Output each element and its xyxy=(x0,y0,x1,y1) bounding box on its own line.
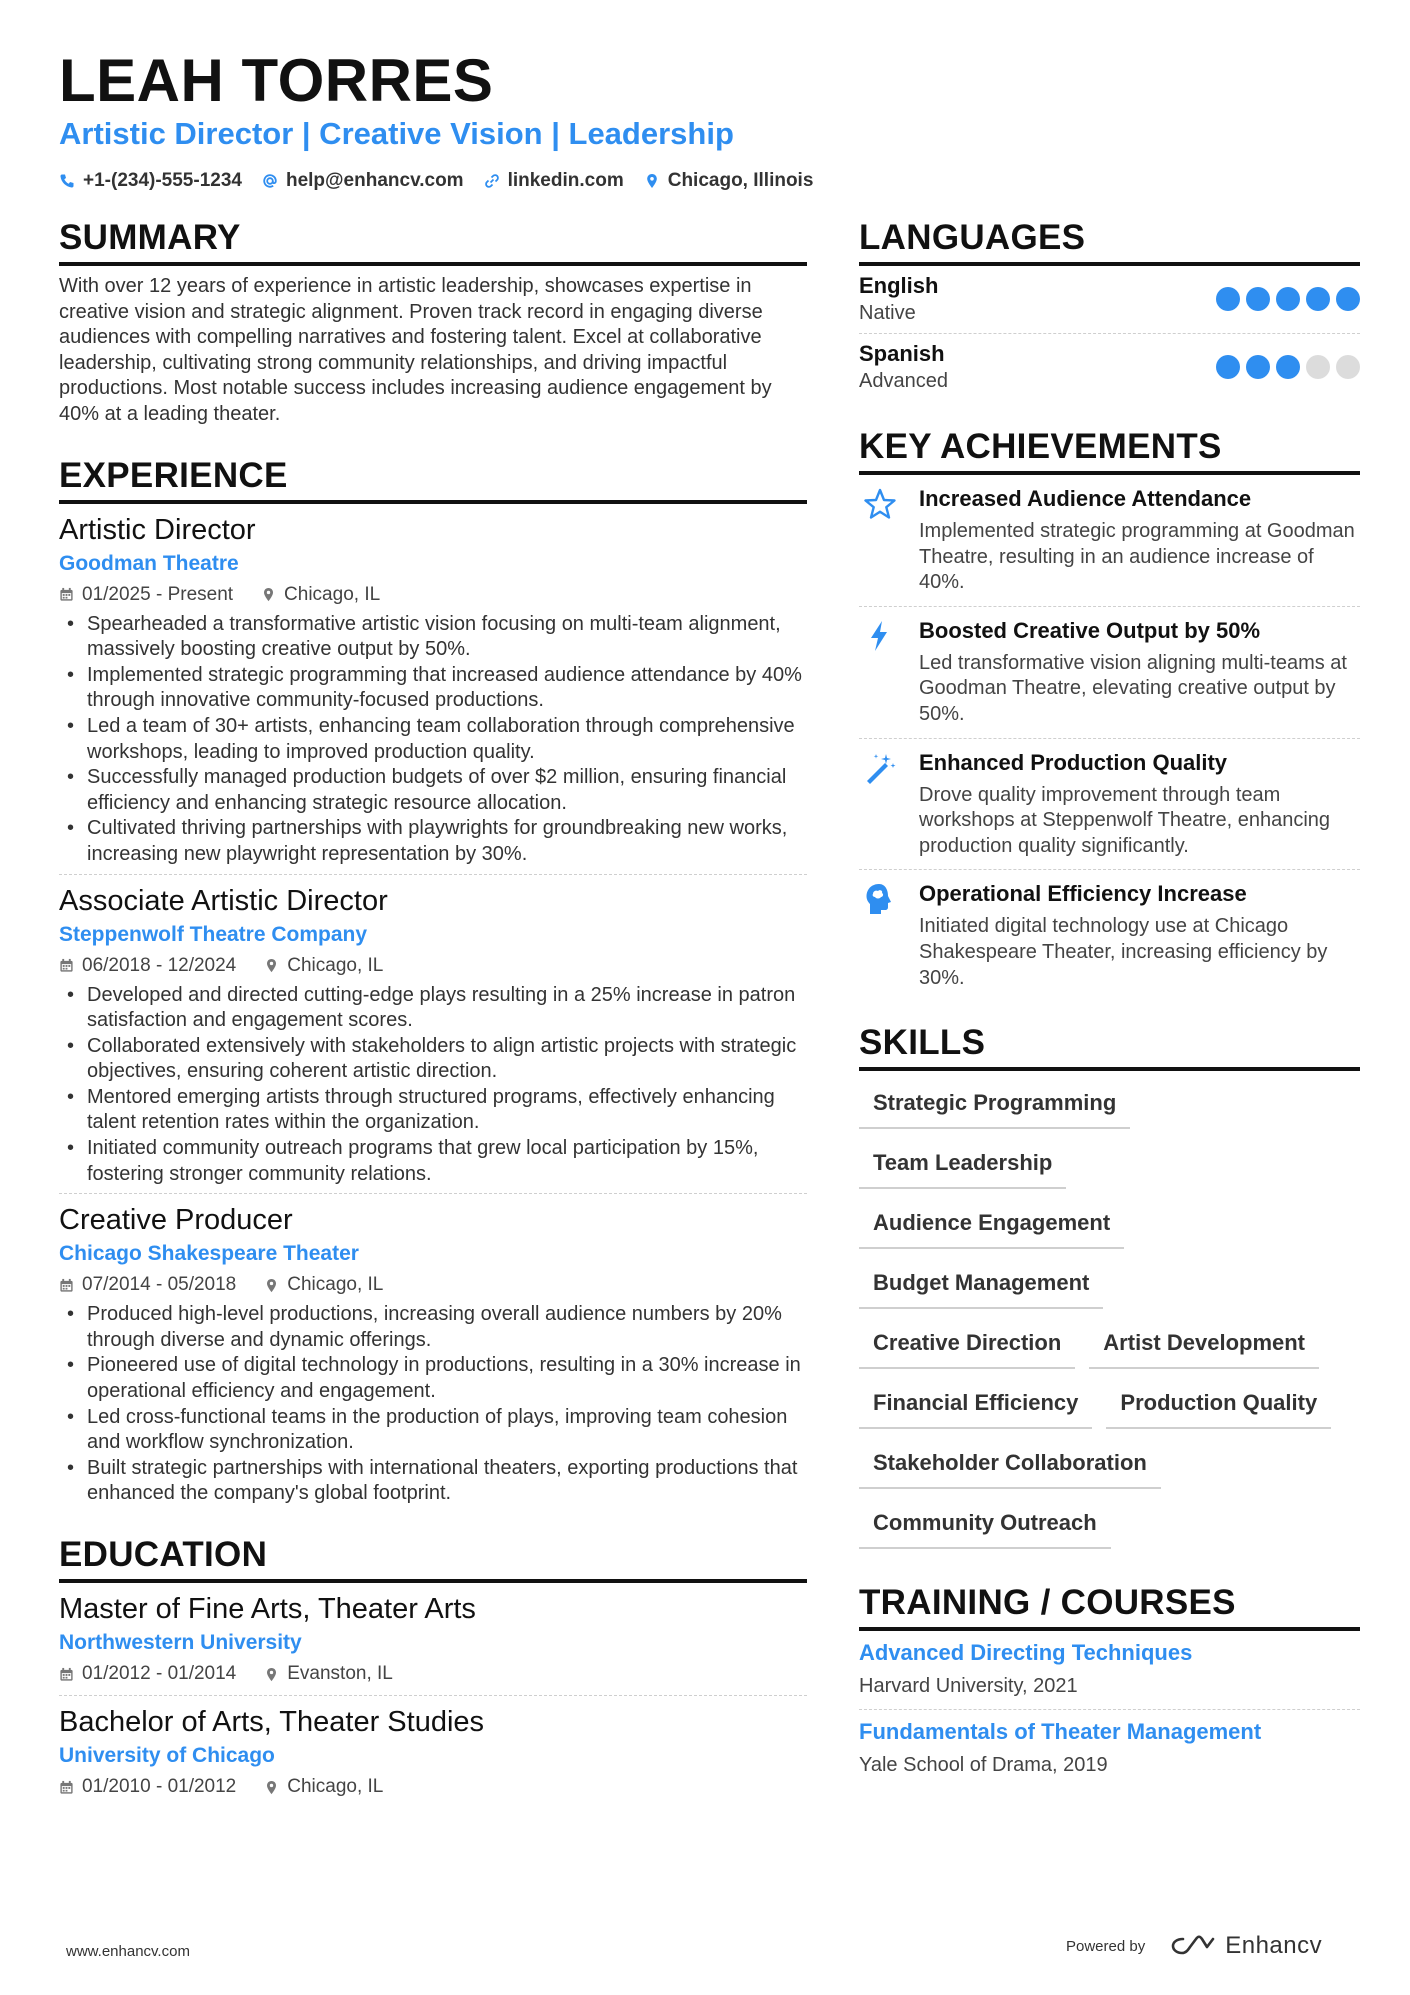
tagline: Artistic Director | Creative Vision | Leadership xyxy=(59,116,734,151)
contact-location xyxy=(644,170,814,192)
education-dates xyxy=(59,1776,236,1798)
job-location xyxy=(261,584,380,606)
languages-heading: LANGUAGES xyxy=(859,218,1360,266)
course-item xyxy=(859,1631,1360,1709)
bullet-item: • Mentored emerging artists through structured programs, effectively enhancing talent retention rates within the organization. xyxy=(59,1085,807,1136)
skill-tag: Strategic Programming xyxy=(859,1081,1130,1129)
company-name[interactable]: Steppenwolf Theatre Company xyxy=(59,922,368,946)
language-name: Spanish xyxy=(859,341,945,366)
bullet-item: • Developed and directed cutting-edge plays resulting in a 25% increase in patron satisfaction and engagement scores. xyxy=(59,983,807,1034)
job-dates xyxy=(59,955,236,977)
skills-heading: SKILLS xyxy=(859,1023,1360,1071)
experience-entry xyxy=(59,1193,807,1513)
achievement-item xyxy=(859,869,1360,1001)
calendar-icon xyxy=(59,1278,74,1293)
course-item xyxy=(859,1709,1360,1788)
calendar-icon xyxy=(59,587,74,602)
contact-phone[interactable] xyxy=(59,170,242,192)
education-dates xyxy=(59,1663,236,1685)
rating-dot-filled xyxy=(1216,287,1240,311)
language-row xyxy=(859,266,1360,333)
bullet-item: • Cultivated thriving partnerships with playwrights for groundbreaking new works, increasing new playwright representation by 30%. xyxy=(59,816,807,867)
bullet-item: • Initiated community outreach programs that grew local participation by 15%, fostering stronger community relations. xyxy=(59,1136,807,1187)
skill-tag: Community Outreach xyxy=(859,1501,1111,1549)
footer-branding xyxy=(1066,1932,1322,1960)
location-icon xyxy=(261,587,276,602)
education-heading: EDUCATION xyxy=(59,1535,807,1583)
location-icon xyxy=(264,958,279,973)
education-meta xyxy=(59,1776,807,1798)
achievement-desc: Implemented strategic programming at Goodman Theatre, resulting in an audience increase of 40%. xyxy=(919,520,1355,594)
contact-linkedin[interactable] xyxy=(484,170,624,192)
rating-dot-filled xyxy=(1246,287,1270,311)
magic-wand-icon xyxy=(863,751,897,785)
job-meta xyxy=(59,584,807,606)
skill-tag: Team Leadership xyxy=(859,1141,1066,1189)
school-name[interactable]: University of Chicago xyxy=(59,1744,275,1767)
job-location xyxy=(264,955,383,977)
summary-section xyxy=(59,218,807,428)
left-column xyxy=(59,218,807,1808)
summary-heading: SUMMARY xyxy=(59,218,807,266)
school-name[interactable]: Northwestern University xyxy=(59,1631,302,1654)
bullet-item: • Implemented strategic programming that increased audience attendance by 40% through innovative community-focused productions. xyxy=(59,663,807,714)
bullet-item: • Produced high-level productions, increasing overall audience numbers by 20% through diverse and dynamic offerings. xyxy=(59,1302,807,1353)
skill-tag: Stakeholder Collaboration xyxy=(859,1441,1161,1489)
contact-email-text: help@enhancv.com xyxy=(285,170,464,191)
job-title: Associate Artistic Director xyxy=(59,884,388,917)
job-bullets xyxy=(59,1302,807,1507)
job-title: Creative Producer xyxy=(59,1204,293,1237)
training-section xyxy=(859,1583,1360,1788)
education-location-text: Evanston, IL xyxy=(287,1663,393,1684)
job-dates-text: 06/2018 - 12/2024 xyxy=(82,954,237,976)
degree-title: Master of Fine Arts, Theater Arts xyxy=(59,1593,476,1625)
phone-icon xyxy=(59,173,75,189)
education-location xyxy=(264,1776,383,1798)
contact-linkedin-text: linkedin.com xyxy=(507,170,624,191)
rating-dot-empty xyxy=(1336,355,1360,379)
lightning-icon xyxy=(863,619,897,653)
head-brain-icon xyxy=(863,882,897,916)
education-section xyxy=(59,1535,807,1808)
brand-logo[interactable] xyxy=(1169,1932,1322,1960)
candidate-name: LEAH TORRES xyxy=(59,47,494,114)
skill-tag: Budget Management xyxy=(859,1261,1103,1309)
education-location-text: Chicago, IL xyxy=(287,1776,384,1797)
company-name[interactable]: Goodman Theatre xyxy=(59,551,239,575)
enhancv-logo-icon xyxy=(1169,1933,1217,1959)
calendar-icon xyxy=(59,958,74,973)
bullet-item: • Led a team of 30+ artists, enhancing team collaboration through comprehensive workshops, leading to improved production quality. xyxy=(59,714,807,765)
calendar-icon xyxy=(59,1667,74,1682)
location-icon xyxy=(644,173,660,189)
education-location xyxy=(264,1663,393,1685)
course-title[interactable]: Advanced Directing Techniques xyxy=(859,1640,1193,1666)
training-heading: TRAINING / COURSES xyxy=(859,1583,1360,1631)
job-dates xyxy=(59,584,233,606)
achievement-item xyxy=(859,606,1360,738)
education-entry xyxy=(59,1583,807,1695)
education-entry xyxy=(59,1695,807,1808)
language-rating xyxy=(1216,287,1360,311)
job-meta xyxy=(59,955,807,977)
achievements-section xyxy=(859,427,1360,1001)
language-level: Advanced xyxy=(859,370,948,392)
achievement-item xyxy=(859,738,1360,870)
bullet-item: • Led cross-functional teams in the production of plays, improving team cohesion and workflow synchronization. xyxy=(59,1405,807,1456)
brand-name: Enhancv xyxy=(1225,1932,1323,1959)
achievement-item xyxy=(859,475,1360,606)
language-row xyxy=(859,333,1360,401)
education-dates-text: 01/2010 - 01/2012 xyxy=(82,1776,237,1797)
bullet-item: • Pioneered use of digital technology in productions, resulting in a 30% increase in operational efficiency and engagement. xyxy=(59,1353,807,1404)
language-level: Native xyxy=(859,302,916,324)
powered-by-label: Powered by xyxy=(1066,1937,1146,1955)
location-icon xyxy=(264,1278,279,1293)
job-location-text: Chicago, IL xyxy=(284,583,381,605)
skill-tag: Creative Direction xyxy=(859,1321,1075,1369)
rating-dot-filled xyxy=(1276,355,1300,379)
contact-bar xyxy=(59,170,813,192)
achievement-desc: Led transformative vision aligning multi-teams at Goodman Theatre, elevating creative output by 50%. xyxy=(919,651,1347,725)
course-title[interactable]: Fundamentals of Theater Management xyxy=(859,1719,1262,1745)
achievement-desc: Initiated digital technology use at Chicago Shakespeare Theater, increasing efficiency by 30%. xyxy=(919,915,1328,989)
job-bullets xyxy=(59,612,807,868)
course-provider: Yale School of Drama, 2019 xyxy=(859,1754,1108,1777)
job-bullets xyxy=(59,983,807,1188)
contact-location-text: Chicago, Illinois xyxy=(667,170,814,191)
job-location-text: Chicago, IL xyxy=(287,954,384,976)
rating-dot-empty xyxy=(1306,355,1330,379)
rating-dot-filled xyxy=(1336,287,1360,311)
contact-email[interactable] xyxy=(262,170,464,192)
contact-phone-text: +1-(234)-555-1234 xyxy=(83,170,242,191)
education-dates-text: 01/2012 - 01/2014 xyxy=(82,1663,237,1684)
achievement-title: Enhanced Production Quality xyxy=(919,749,1228,775)
achievement-title: Increased Audience Attendance xyxy=(919,486,1252,511)
job-dates-text: 01/2025 - Present xyxy=(82,583,234,605)
bullet-item: • Collaborated extensively with stakeholders to align artistic projects with strategic objectives, ensuring coherent artistic direction. xyxy=(59,1034,807,1085)
experience-heading: EXPERIENCE xyxy=(59,456,807,504)
company-name[interactable]: Chicago Shakespeare Theater xyxy=(59,1242,359,1266)
job-dates-text: 07/2014 - 05/2018 xyxy=(82,1274,237,1296)
achievement-title: Boosted Creative Output by 50% xyxy=(919,617,1261,643)
skills-list xyxy=(859,1071,1360,1561)
education-meta xyxy=(59,1663,807,1685)
skill-tag: Artist Development xyxy=(1089,1321,1319,1369)
rating-dot-filled xyxy=(1306,287,1330,311)
skill-tag: Production Quality xyxy=(1106,1381,1331,1429)
achievements-heading: KEY ACHIEVEMENTS xyxy=(859,427,1360,475)
degree-title: Bachelor of Arts, Theater Studies xyxy=(59,1706,485,1738)
bullet-item: • Built strategic partnerships with international theaters, exporting productions that enhanced the company's global footprint. xyxy=(59,1456,807,1507)
experience-section xyxy=(59,456,807,1513)
location-icon xyxy=(264,1667,279,1682)
rating-dot-filled xyxy=(1216,355,1240,379)
achievement-desc: Drove quality improvement through team workshops at Steppenwolf Theatre, enhancing production quality significantly. xyxy=(919,783,1331,857)
language-name: English xyxy=(859,273,939,298)
job-location-text: Chicago, IL xyxy=(287,1274,384,1296)
link-icon xyxy=(484,173,500,189)
experience-entry xyxy=(59,874,807,1194)
job-meta xyxy=(59,1274,807,1296)
location-icon xyxy=(264,1780,279,1795)
job-title: Artistic Director xyxy=(59,513,256,546)
skill-tag: Audience Engagement xyxy=(859,1201,1124,1249)
star-icon xyxy=(863,487,897,521)
rating-dot-filled xyxy=(1246,355,1270,379)
footer-website[interactable]: www.enhancv.com xyxy=(66,1943,190,1960)
skill-tag: Financial Efficiency xyxy=(859,1381,1092,1429)
calendar-icon xyxy=(59,1780,74,1795)
bullet-item: • Successfully managed production budgets of over $2 million, ensuring financial efficiency and enhancing strategic resource allocation. xyxy=(59,765,807,816)
job-location xyxy=(264,1274,383,1296)
languages-section xyxy=(859,218,1360,401)
job-dates xyxy=(59,1274,236,1296)
at-icon xyxy=(262,173,278,189)
summary-text: With over 12 years of experience in artistic leadership, showcases expertise in creative vision and strategic alignment. Proven track record in engaging diverse audiences with compelling narratives and fostering talent. Excel at collaborative leadership, cultivating strong community relationships, and driving impactful productions. Most notable success includes increasing audience engagement by 40% at a leading theater. xyxy=(59,275,772,425)
bullet-item: • Spearheaded a transformative artistic vision focusing on multi-team alignment, massively boosting creative output by 50%. xyxy=(59,612,807,663)
right-column xyxy=(859,218,1360,1788)
rating-dot-filled xyxy=(1276,287,1300,311)
experience-entry xyxy=(59,504,807,874)
skills-section xyxy=(859,1023,1360,1561)
language-rating xyxy=(1216,355,1360,379)
achievement-title: Operational Efficiency Increase xyxy=(919,881,1247,907)
course-provider: Harvard University, 2021 xyxy=(859,1675,1078,1698)
